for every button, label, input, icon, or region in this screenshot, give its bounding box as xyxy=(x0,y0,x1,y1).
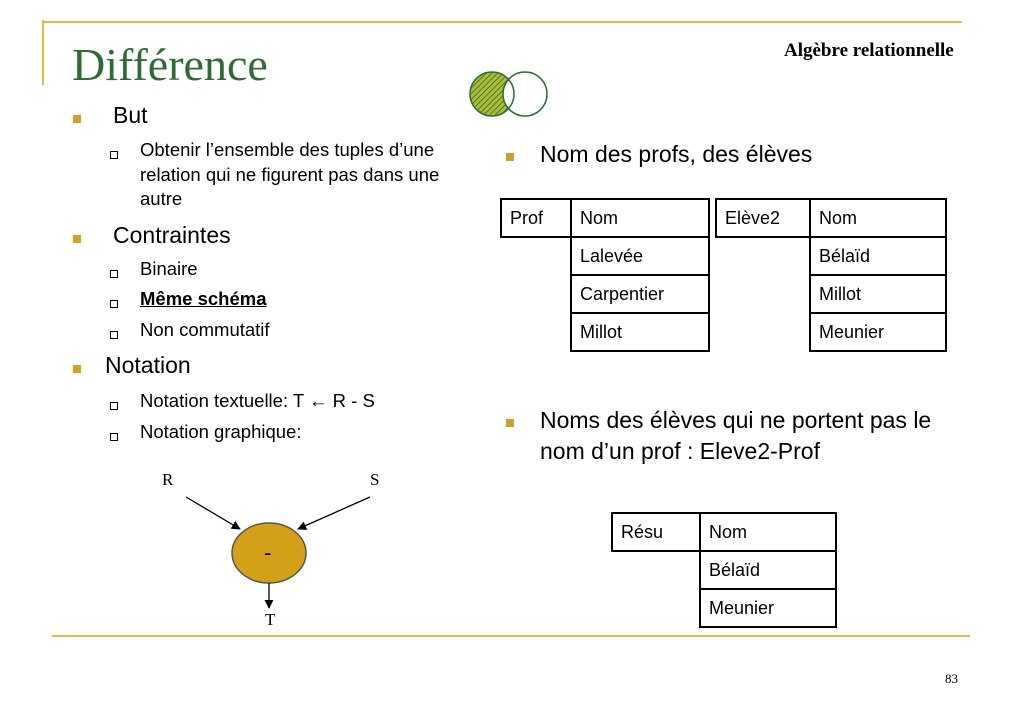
eleve2-table-column: Nom xyxy=(810,199,946,237)
sub-bullet-meme-schema: Même schéma xyxy=(140,288,267,309)
table-row xyxy=(716,275,946,313)
table-row xyxy=(612,513,836,551)
venn-difference-icon xyxy=(466,70,556,122)
sub-bullet-icon xyxy=(110,331,118,339)
sub-bullet-notation-graphique: Notation graphique: xyxy=(140,421,302,442)
notation-textuelle-prefix: Notation textuelle: T xyxy=(140,390,304,411)
bullet-square-icon xyxy=(506,419,514,427)
diagram-label-t: T xyxy=(265,610,276,629)
table-cell: Bélaïd xyxy=(700,551,836,589)
table-row xyxy=(716,237,946,275)
table-cell: Millot xyxy=(571,313,709,351)
table-cell: Meunier xyxy=(700,589,836,627)
bullet-square-icon xyxy=(73,115,81,123)
bullet-but: But xyxy=(113,102,148,128)
table-row xyxy=(612,589,836,627)
sub-bullet-notation-textuelle xyxy=(140,389,375,414)
result-table-column: Nom xyxy=(700,513,836,551)
result-table xyxy=(611,512,837,628)
bullet-nom-profs-eleves: Nom des profs, des élèves xyxy=(540,141,813,167)
table-row xyxy=(501,313,709,351)
table-row xyxy=(501,275,709,313)
slide-subtitle: Algèbre relationnelle xyxy=(784,40,954,61)
arrow-r-to-op xyxy=(186,497,240,529)
table-row xyxy=(501,237,709,275)
table-cell: Carpentier xyxy=(571,275,709,313)
result-table-name: Résu xyxy=(612,513,700,551)
arrow-s-to-op xyxy=(298,497,370,529)
sub-bullet-icon xyxy=(110,433,118,441)
table-row xyxy=(612,551,836,589)
sub-bullet-binaire: Binaire xyxy=(140,258,198,279)
table-cell: Lalevée xyxy=(571,237,709,275)
prof-table-name: Prof xyxy=(501,199,571,237)
table-cell: Bélaïd xyxy=(810,237,946,275)
left-arrow-icon: ← xyxy=(309,390,328,411)
bullet-square-icon xyxy=(73,235,81,243)
diagram-operator-symbol: - xyxy=(264,540,272,565)
slide-title: Différence xyxy=(72,39,268,90)
eleve2-table xyxy=(715,198,947,352)
table-row xyxy=(716,199,946,237)
table-cell: Millot xyxy=(810,275,946,313)
sub-bullet-icon xyxy=(110,151,118,159)
eleve2-table-name: Elève2 xyxy=(716,199,810,237)
page-number: 83 xyxy=(945,671,958,686)
bullet-noms-eleves: Noms des élèves qui ne portent pas le nom d’un prof : Eleve2-Prof xyxy=(540,407,932,464)
sub-bullet-non-commutatif: Non commutatif xyxy=(140,319,270,340)
table-row xyxy=(716,313,946,351)
sub-bullet-icon xyxy=(110,300,118,308)
bullet-square-icon xyxy=(73,365,81,373)
sub-bullet-icon xyxy=(110,402,118,410)
sub-bullet-icon xyxy=(110,270,118,278)
notation-textuelle-suffix: R - S xyxy=(332,390,375,411)
table-row xyxy=(501,199,709,237)
sub-bullet-but-text: Obtenir l’ensemble des tuples d’une relation qui ne figurent pas dans une autre xyxy=(140,139,440,209)
diagram-label-r: R xyxy=(162,470,174,489)
prof-table xyxy=(500,198,710,352)
bullet-square-icon xyxy=(506,153,514,161)
prof-table-column: Nom xyxy=(571,199,709,237)
bullet-contraintes: Contraintes xyxy=(113,222,231,248)
bullet-notation: Notation xyxy=(105,352,191,378)
table-cell: Meunier xyxy=(810,313,946,351)
diagram-label-s: S xyxy=(370,470,380,489)
